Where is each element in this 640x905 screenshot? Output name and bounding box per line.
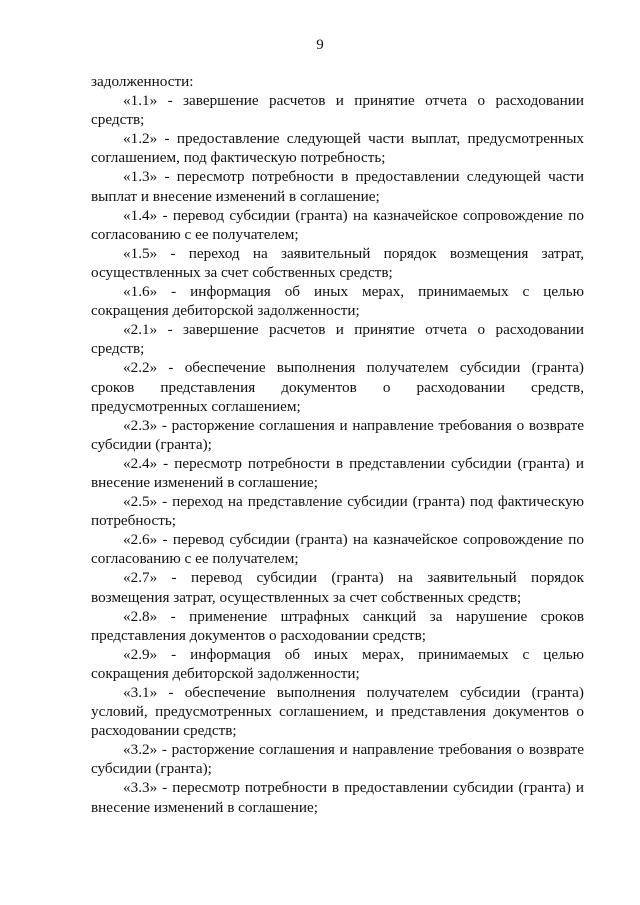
paragraph-item-1-3: «1.3» - пересмотр потребности в предоставлении следующей части выплат и внесение изменений в соглашение; [91,168,584,205]
paragraph-item-1-6: «1.6» - информация об иных мерах, принимаемых с целью сокращения дебиторской задолженности; [91,283,584,320]
paragraph-continuation: задолженности: [91,73,194,90]
paragraph-item-2-4: «2.4» - пересмотр потребности в представлении субсидии (гранта) и внесение изменений в соглашение; [91,454,584,491]
paragraph-item-2-6: «2.6» - перевод субсидии (гранта) на казначейское сопровождение по согласованию с ее получателем; [91,531,584,568]
paragraph-item-2-1: «2.1» - завершение расчетов и принятие отчета о расходовании средств; [91,321,584,358]
paragraph-item-2-3: «2.3» - расторжение соглашения и направление требования о возврате субсидии (гранта); [91,416,584,453]
paragraph-item-1-2: «1.2» - предоставление следующей части выплат, предусмотренных соглашением, под фактическую потребность; [91,130,584,167]
paragraph-item-3-3: «3.3» - пересмотр потребности в предоставлении субсидии (гранта) и внесение изменений в соглашение; [91,779,584,816]
paragraph-item-1-5: «1.5» - переход на заявительный порядок возмещения затрат, осуществленных за счет собственных средств; [91,244,584,281]
paragraph-item-1-4: «1.4» - перевод субсидии (гранта) на казначейское сопровождение по согласованию с ее получателем; [91,206,584,243]
paragraph-item-1-1: «1.1» - завершение расчетов и принятие отчета о расходовании средств; [91,92,584,129]
page-number: 9 [316,37,324,53]
paragraph-item-3-1: «3.1» - обеспечение выполнения получателем субсидии (гранта) условий, предусмотренных соглашением, и представления документов о расходовании средств; [91,684,584,740]
paragraph-item-2-5: «2.5» - переход на представление субсидии (гранта) под фактическую потребность; [91,493,584,530]
paragraph-item-2-2: «2.2» - обеспечение выполнения получателем субсидии (гранта) сроков представления документов о расходовании средств, предусмотренных соглашением; [91,359,584,415]
document-body [91,72,584,817]
paragraph-item-2-8: «2.8» - применение штрафных санкций за нарушение сроков представления документов о расходовании средств; [91,607,584,644]
paragraph-item-3-2: «3.2» - расторжение соглашения и направление требования о возврате субсидии (гранта); [91,741,584,778]
paragraph-item-2-7: «2.7» - перевод субсидии (гранта) на заявительный порядок возмещения затрат, осуществленных за счет собственных средств; [91,569,584,606]
paragraph-item-2-9: «2.9» - информация об иных мерах, принимаемых с целью сокращения дебиторской задолженности; [91,645,584,682]
